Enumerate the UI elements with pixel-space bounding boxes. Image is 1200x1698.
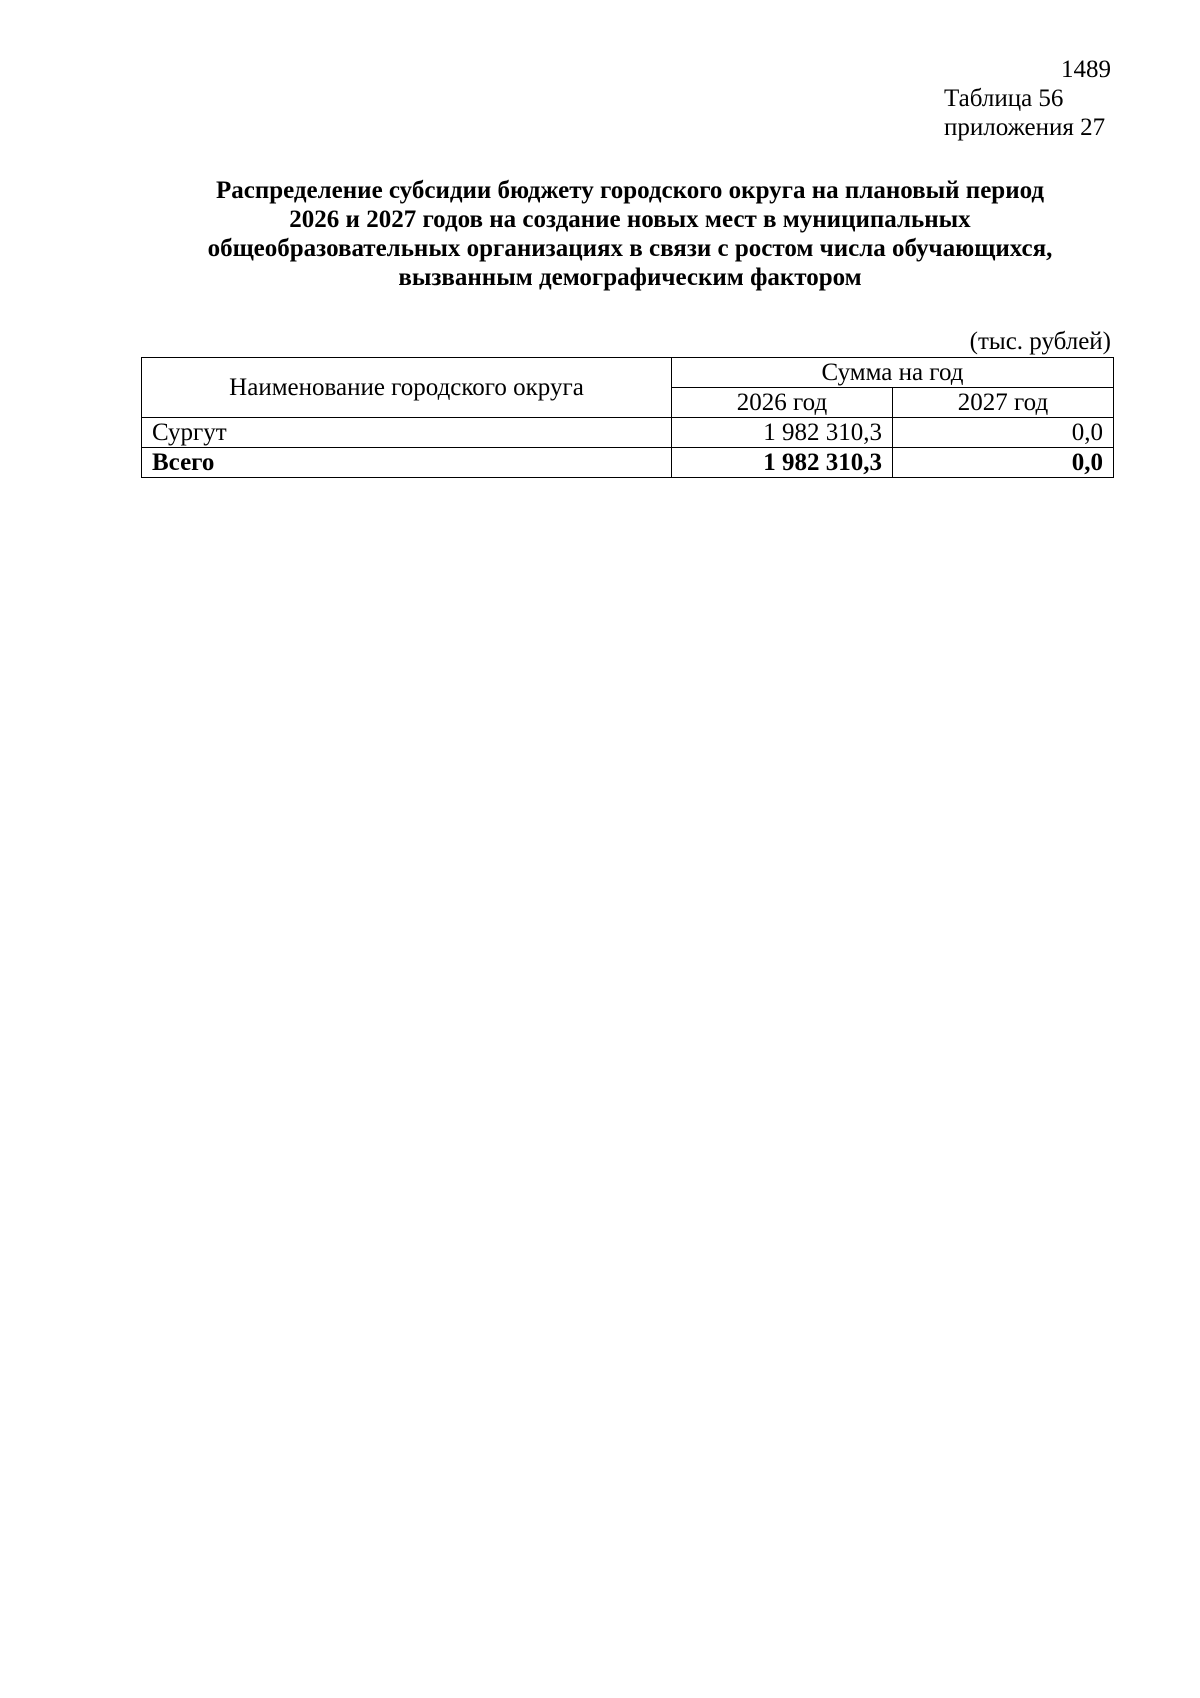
table-number: Таблица 56	[944, 85, 1064, 112]
appendix-number: приложения 27	[944, 114, 1106, 141]
header-year-2026: 2026 год	[672, 388, 893, 418]
total-value-2027: 0,0	[893, 448, 1114, 478]
total-label: Всего	[142, 448, 672, 478]
table-row	[142, 418, 1114, 448]
units-label: (тыс. рублей)	[969, 328, 1111, 355]
header-row-1	[142, 358, 1114, 388]
subsidy-table	[141, 357, 1114, 478]
row-district-name: Сургут	[142, 418, 672, 448]
row-value-2027: 0,0	[893, 418, 1114, 448]
document-title	[140, 176, 1120, 292]
title-line-1: Распределение субсидии бюджету городского округа на плановый период	[215, 177, 1045, 204]
header-sum-per-year: Сумма на год	[672, 358, 1114, 388]
header-year-2027: 2027 год	[893, 388, 1114, 418]
row-value-2026: 1 982 310,3	[672, 418, 893, 448]
title-line-2: 2026 и 2027 годов на создание новых мест в муниципальных	[289, 206, 971, 233]
total-row	[142, 448, 1114, 478]
total-value-2026: 1 982 310,3	[672, 448, 893, 478]
title-line-4: вызванным демографическим фактором	[398, 264, 862, 291]
header-district-name: Наименование городского округа	[142, 358, 672, 418]
table-reference	[944, 84, 1105, 142]
page-number: 1489	[1061, 56, 1111, 83]
title-line-3: общеобразовательных организациях в связи с ростом числа обучающихся,	[207, 235, 1053, 262]
